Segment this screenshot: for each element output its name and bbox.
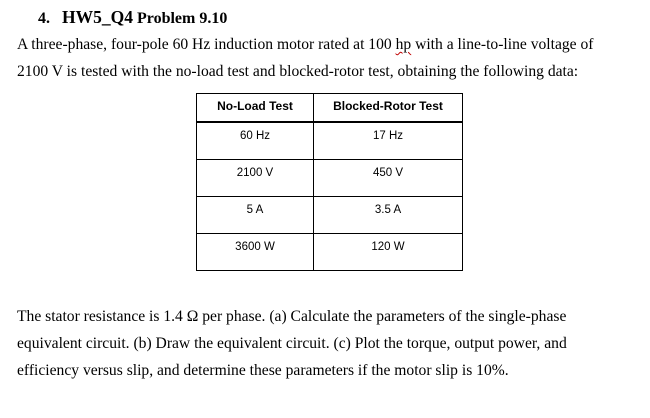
no-load-power: 3600 W xyxy=(197,234,314,271)
no-load-current: 5 A xyxy=(197,197,314,234)
blocked-rotor-voltage: 450 V xyxy=(314,160,463,197)
intro-line-1-start: A three-phase, four-pole 60 Hz induction motor rated at 100 xyxy=(17,36,396,53)
question-line-1: The stator resistance is 1.4 Ω per phase. (a) Calculate the parameters of the single-phase xyxy=(17,308,567,325)
no-load-frequency: 60 Hz xyxy=(197,122,314,160)
table-row xyxy=(197,122,463,160)
intro-line-1 xyxy=(17,36,594,54)
hp-unit-spellcheck: hp xyxy=(395,36,412,53)
problem-number: 4. xyxy=(38,10,50,27)
intro-line-2: 2100 V is tested with the no-load test and blocked-rotor test, obtaining the following data: xyxy=(17,63,579,80)
question-line-2: equivalent circuit. (b) Draw the equivalent circuit. (c) Plot the torque, output power, and xyxy=(17,335,567,352)
table-header-row xyxy=(197,94,463,123)
intro-line-1-end: with a line-to-line voltage of xyxy=(411,36,594,53)
blocked-rotor-power: 120 W xyxy=(314,234,463,271)
table-row xyxy=(197,197,463,234)
no-load-voltage: 2100 V xyxy=(197,160,314,197)
problem-code: HW5_Q4 xyxy=(62,7,133,27)
question-line-3: efficiency versus slip, and determine these parameters if the motor slip is 10%. xyxy=(17,362,509,379)
table-row xyxy=(197,160,463,197)
header-no-load-test: No-Load Test xyxy=(197,94,314,123)
header-blocked-rotor-test: Blocked-Rotor Test xyxy=(314,94,463,123)
blocked-rotor-current: 3.5 A xyxy=(314,197,463,234)
table-row xyxy=(197,234,463,271)
problem-title: Problem 9.10 xyxy=(136,10,228,27)
blocked-rotor-frequency: 17 Hz xyxy=(314,122,463,160)
problem-heading xyxy=(38,7,227,28)
test-data-table xyxy=(196,93,463,271)
